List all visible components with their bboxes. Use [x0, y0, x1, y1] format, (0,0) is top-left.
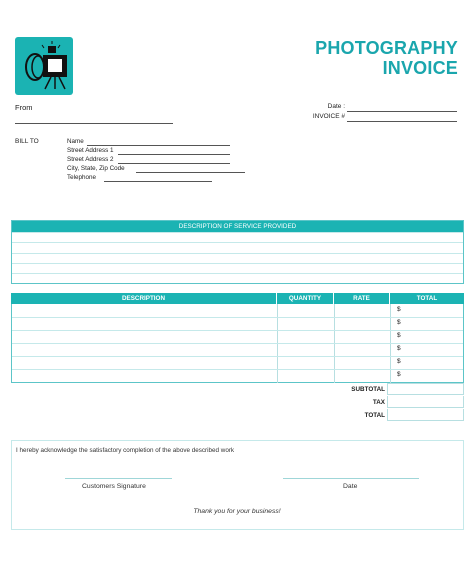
- currency-symbol: $: [397, 319, 401, 326]
- bill-to-label: BILL TO: [15, 138, 39, 145]
- from-label: From: [15, 103, 33, 112]
- items-table-body: [11, 304, 464, 383]
- title-line-2: INVOICE: [382, 58, 458, 78]
- total-label: TOTAL: [364, 412, 385, 419]
- currency-symbol: $: [397, 345, 401, 352]
- subtotal-field[interactable]: [387, 383, 464, 395]
- bill-street1-label: Street Address 1: [67, 147, 114, 154]
- col-description: DESCRIPTION: [121, 295, 166, 302]
- bill-street2-label: Street Address 2: [67, 156, 114, 163]
- currency-symbol: $: [397, 358, 401, 365]
- currency-symbol: $: [397, 371, 401, 378]
- bill-phone-field[interactable]: [104, 181, 212, 182]
- from-field[interactable]: [15, 123, 173, 124]
- signature-date-field[interactable]: [283, 478, 419, 479]
- signature-field[interactable]: [65, 478, 172, 479]
- col-total: TOTAL: [389, 293, 464, 304]
- invoice-number-label: INVOICE #: [312, 113, 345, 120]
- subtotal-label: SUBTOTAL: [351, 386, 385, 393]
- service-row[interactable]: [12, 232, 463, 242]
- signature-label: Customers Signature: [82, 483, 146, 490]
- service-row[interactable]: [12, 253, 463, 263]
- service-table: [11, 220, 464, 284]
- col-quantity: QUANTITY: [276, 293, 333, 304]
- title-line-1: PHOTOGRAPHY: [315, 38, 458, 58]
- bill-street2-field[interactable]: [118, 163, 230, 164]
- invoice-number-field[interactable]: [347, 121, 457, 122]
- acknowledgement-text: I hereby acknowledge the satisfactory completion of the above described work: [16, 447, 235, 454]
- currency-symbol: $: [397, 306, 401, 313]
- bill-phone-label: Telephone: [67, 174, 97, 181]
- tax-label: TAX: [372, 399, 385, 406]
- service-row[interactable]: [12, 242, 463, 252]
- bill-name-label: Name: [67, 138, 84, 145]
- service-row[interactable]: [12, 273, 463, 283]
- date-field[interactable]: [347, 111, 457, 112]
- signature-date-label: Date: [343, 483, 358, 490]
- date-label: Date :: [327, 103, 345, 110]
- service-row[interactable]: [12, 263, 463, 273]
- bill-street1-field[interactable]: [118, 154, 230, 155]
- bill-city-field[interactable]: [136, 172, 245, 173]
- bill-name-field[interactable]: [87, 145, 230, 146]
- items-table-header: [11, 293, 464, 304]
- thanks-message: Thank you for your business!: [193, 508, 281, 515]
- service-table-header: DESCRIPTION OF SERVICE PROVIDED: [12, 221, 463, 232]
- currency-symbol: $: [397, 332, 401, 339]
- total-field[interactable]: [387, 409, 464, 421]
- invoice-title: [315, 38, 458, 78]
- tax-field[interactable]: [387, 396, 464, 408]
- col-rate: RATE: [333, 293, 389, 304]
- camera-icon: [15, 37, 73, 95]
- bill-city-label: City, State, Zip Code: [67, 165, 125, 172]
